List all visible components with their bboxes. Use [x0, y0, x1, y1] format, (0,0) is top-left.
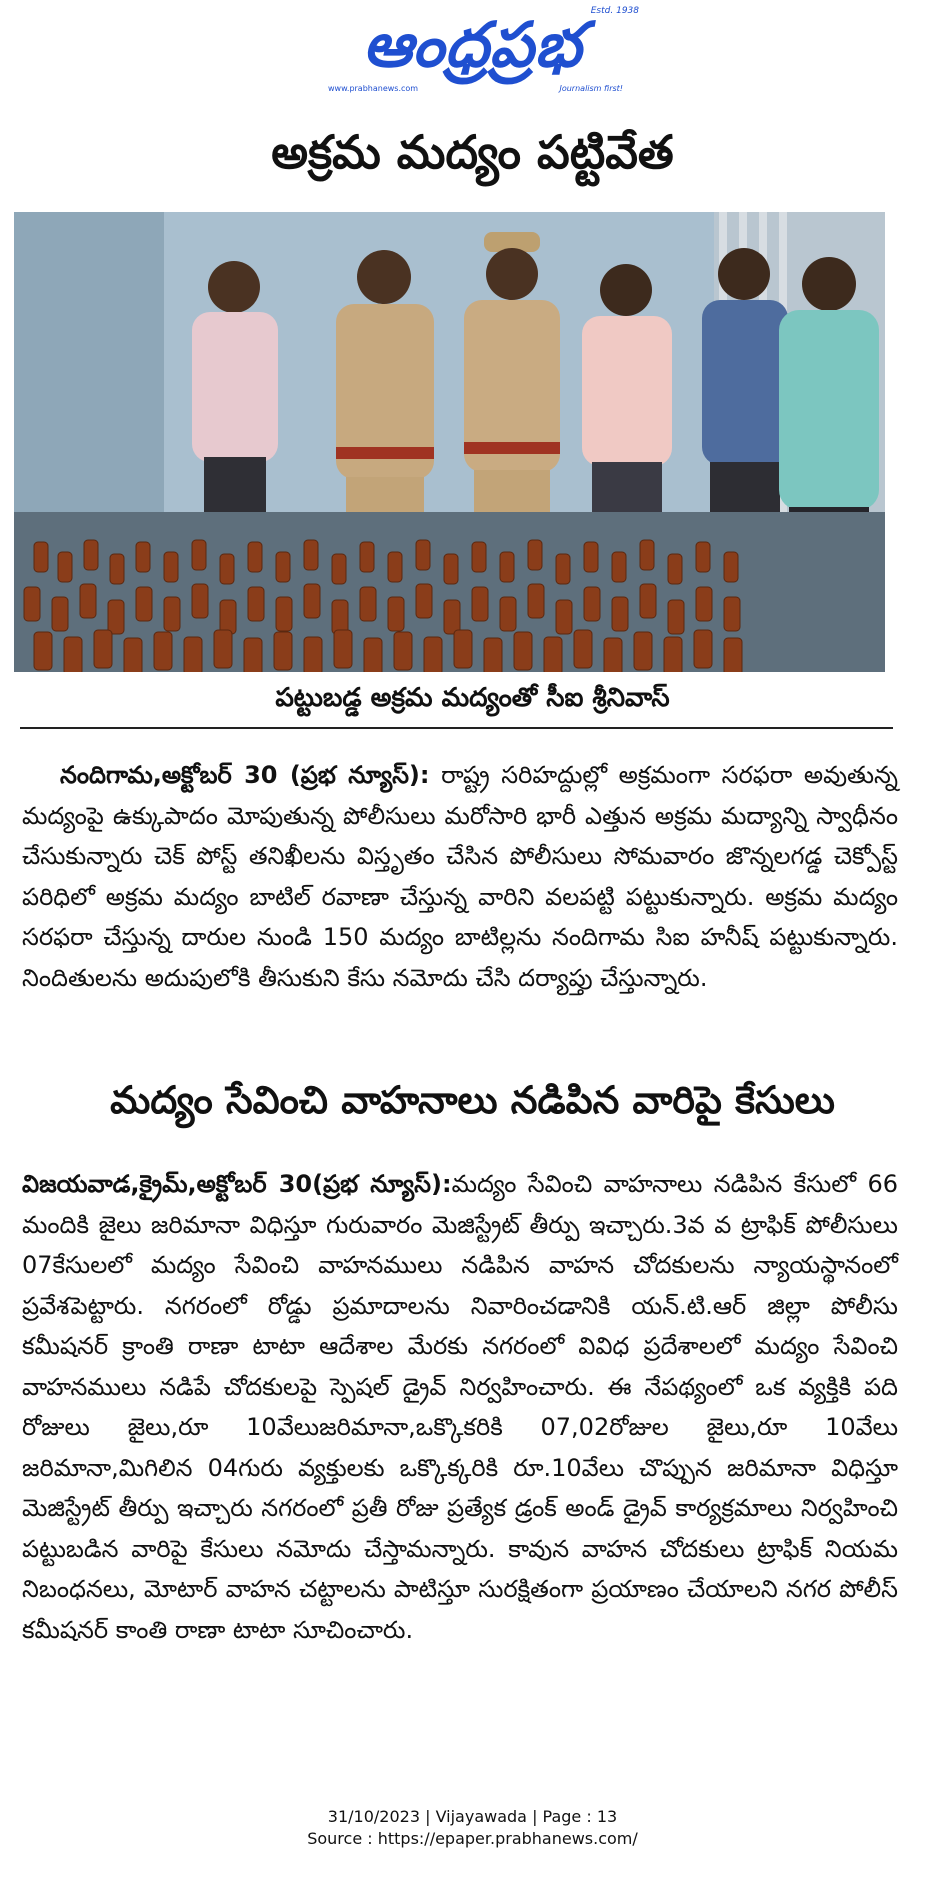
tagline-label: Journalism first! [559, 84, 623, 93]
headline: అక్రమ మద్యం పట్టివేత [271, 125, 674, 179]
photo-illustration [14, 212, 885, 672]
established-label: Estd. 1938 [590, 6, 639, 16]
divider [20, 727, 893, 729]
photo-caption: పట్టుబడ్డ అక్రమ మద్యంతో సీఐ శ్రీనివాస్ [275, 683, 670, 713]
footer-source: Source : https://epaper.prabhanews.com/ [307, 1829, 638, 1848]
story-1-body [22, 755, 898, 998]
story-2-text: మద్యం సేవించి వాహనాలు నడిపిన కేసులో 66 మందికి జైలు జరిమానా విధిస్తూ గురువారం మెజిస్ట్రేట్ తీర్పు ఇచ్చారు.3వ వ ట్రాఫిక్ పోలీసులు 07కేసులలో మద్యం సేవించి వాహనములు నడిపిన వాహన చోదకులను న్యాయస్థానంలో ప్రవేశపెట్టారు. నగరంలో రోడ్డు ప్రమాదాలను నివారించడానికి యన్.టి.ఆర్ జిల్లా పోలీసు కమీషనర్ క్రాంతి రాణా టాటా ఆదేశాల మేరకు నగరంలో వివిధ ప్రదేశాలలో మద్యం సేవించి వాహనములు నడిపే చోదకులపై స్పెషల్ డ్రైవ్ నిర్వహించారు. ఈ నేపథ్యంలో ఒక వ్యక్తికి పది రోజులు జైలు,రూ 10వేలుజరిమానా,ఒక్కొకరికి 07,02రోజుల జైలు,రూ 10వేలు జరిమానా,మిగిలిన 04గురు వ్యక్తులకు ఒక్కొక్కరికి రూ.10వేలు చొప్పున జరిమానా విధిస్తూ మెజిస్ట్రేట్ తీర్పు ఇచ్చారు నగరంలో ప్రతీ రోజు ప్రత్యేక డ్రంక్ అండ్ డ్రైవ్ కార్యక్రమాలు నిర్వహించి పట్టుబడిన వారిపై కేసులు నమోదు చేస్తామన్నారు. కావున వాహన చోదకులు ట్రాఫిక్ నియమ నిబంధనలు, మోటార్ వాహన చట్టాలను పాటిస్తూ సురక్షితంగా ప్రయాణం చేయాలని నగర పోలీస్ కమీషనర్ కాంతి రాణా టాటా సూచించారు. [22, 1170, 898, 1644]
footer-dateline: 31/10/2023 | Vijayawada | Page : 13 [327, 1807, 618, 1826]
newspaper-logo: ఆంధ్రప్రభ [362, 8, 583, 81]
story-1-dateline: నందిగామ,అక్టోబర్ 30 (ప్రభ న్యూస్): [60, 761, 430, 789]
sub-headline: మద్యం సేవించి వాహనాలు నడిపిన వారిపై కేసులు [110, 1078, 835, 1122]
website-label: www.prabhanews.com [328, 84, 419, 93]
story-2-body [22, 1164, 898, 1650]
masthead [300, 6, 645, 96]
story-1-text: రాష్ట్ర సరిహద్దుల్లో అక్రమంగా సరఫరా అవుతున్న మద్యంపై ఉక్కుపాదం మోపుతున్న పోలీసులు మరోసారి భారీ ఎత్తున అక్రమ మద్యాన్ని స్వాధీనం చేసుకున్నారు చెక్ పోస్ట్ తనిఖీలను విస్తృతం చేసిన పోలీసులు సోమవారం జొన్నలగడ్డ చెక్పోస్ట్ పరిధిలో అక్రమ మద్యం బాటిల్ రవాణా చేస్తున్న వారిని వలపట్టి పట్టుకున్నారు. అక్రమ మద్యం సరఫరా చేస్తున్న దారుల నుండి 150 మద్యం బాటిల్లను నందిగామ సిఐ హనీష్ పట్టుకున్నారు. నిందితులను అదుపులోకి తీసుకుని కేసు నమోదు చేసి దర్యాప్తు చేస్తున్నారు. [22, 761, 898, 992]
story-2-dateline: విజయవాడ,క్రైమ్,అక్టోబర్ 30(ప్రభ న్యూస్): [22, 1170, 452, 1198]
news-photo [14, 212, 885, 672]
